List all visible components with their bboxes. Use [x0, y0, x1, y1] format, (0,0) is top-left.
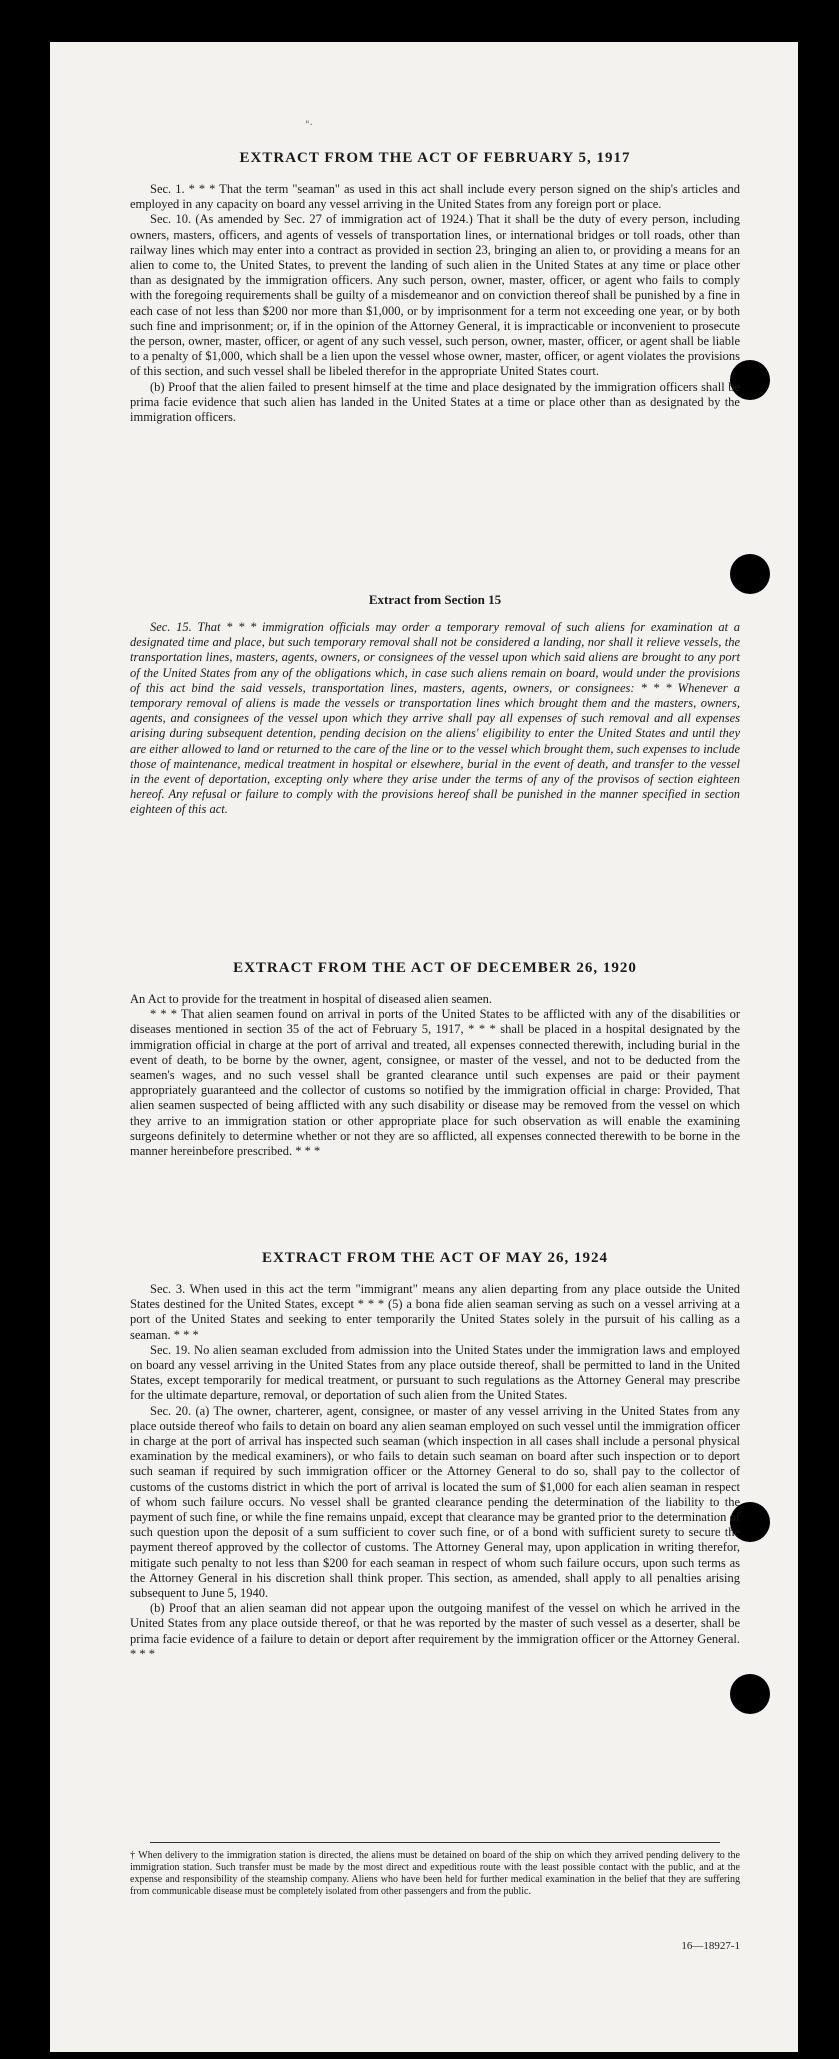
form-code: 16—18927-1	[681, 1940, 740, 1952]
paragraph: Sec. 20. (a) The owner, charterer, agent, consignee, or master of any vessel arriving in the United States from any place outside thereof who fails to detain on board any alien seaman employed on such vessel until the immigration officer in charge at the port of arrival has inspected such seaman (which inspection in all cases shall include a personal physical examination by the medical examiners), or who fails to detain such seaman on board after such inspection or to deport such seaman if required by such immigration officer or the Attorney General to do so, shall pay to the collector of customs of the customs district in which the port of arrival is located the sum of $1,000 for each alien seaman in respect of whom such failure occurs. No vessel shall be granted clearance pending the determination of the liability to the payment of such fine, or while the fine remains unpaid, except that clearance may be granted prior to the determination of such question upon the deposit of a sum sufficient to cover such fine, or of a bond with sufficient surety to secure the payment thereof approved by the collector of customs. The Attorney General may, upon application in writing therefor, mitigate such penalty to not less than $200 for each seaman in respect of whom such failure occurs, upon such terms as the Attorney General in his discretion shall think proper. This section, as amended, shall apply to all penalties arising subsequent to June 5, 1940.	[130, 1403, 740, 1601]
section-1924-text	[130, 1282, 740, 1662]
paragraph: Sec. 10. (As amended by Sec. 27 of immigration act of 1924.) That it shall be the duty of every person, including owners, masters, officers, and agents of vessels of transportation lines, or international bridges or toll roads, other than railway lines which may enter into a contract as provided in section 23, bringing an alien to, or providing a means for an alien to come to, the United States, to prevent the landing of such alien in the United States at any time or place other than as designated by the immigration officers. Any such person, owner, master, officer, or agent who fails to comply with the foregoing requirements shall be guilty of a misdemeanor and on conviction thereof shall be punished by a fine in each case of not less than $200 nor more than $1,000, or by imprisonment for a term not exceeding one year, or by both such fine and imprisonment; or, if in the opinion of the Attorney General, it is impracticable or inconvenient to prosecute the person, owner, master, officer, or agent of any such vessel, such person, owner, master, officer, or agent shall be liable to a penalty of $1,000, which shall be a lien upon the vessel whose owner, master, officer, or agent violates the provisions of this section, and such vessel shall be libeled therefor in the appropriate United States court.	[130, 212, 740, 379]
punch-hole-4	[730, 1674, 770, 1714]
section-1917-text	[130, 182, 740, 425]
paragraph: Sec. 3. When used in this act the term "immigrant" means any alien departing from any place outside the United States destined for the United States, except * * * (5) a bona fide alien seaman serving as such on a vessel arriving at a port of the United States and seeking to enter temporarily the United States solely in the pursuit of his calling as a seaman. * * *	[130, 1282, 740, 1342]
paragraph: Sec. 15. That * * * immigration officials may order a temporary removal of such aliens for examination at a designated time and place, but such temporary removal shall not be considered a landing, nor shall it relieve vessels, the transportation lines, masters, agents, owners, or consignees of the vessel upon which said aliens are brought to any port of the United States from any of the obligations which, in case such aliens remain on board, would under the provisions of this act bind the said vessels, transportation lines, masters, agents, owners, or consignees: * * * Whenever a temporary removal of aliens is made the vessels or transportation lines which brought them and the masters, owners, agents, and consignees of the vessel upon which they arrive shall pay all expenses of such removal and all expenses arising during subsequent detention, pending decision on the aliens' eligibility to enter the United States and until they are either allowed to land or returned to the care of the line or to the vessel which brought them, such expenses to include those of maintenance, medical treatment in hospital or elsewhere, burial in the event of death, and transfer to the vessel in the event of deportation, excepting only where they arise under the terms of any of the provisos of section eighteen hereof. Any refusal or failure to comply with the provisions hereof shall be punished in the manner specified in section eighteen of this act.	[130, 620, 740, 817]
paragraph: Sec. 1. * * * That the term "seaman" as used in this act shall include every person signed on the ship's articles and employed in any capacity on board any vessel arriving in the United States from any foreign port or place.	[130, 182, 740, 212]
paragraph: (b) Proof that the alien failed to present himself at the time and place designated by the immigration officers shall be prima facie evidence that such alien has landed in the United States at a time or place other than as designated by the immigration officers.	[130, 379, 740, 425]
section-1920-text	[130, 992, 740, 1159]
punch-hole-2	[730, 554, 770, 594]
section-title-1920: EXTRACT FROM THE ACT OF DECEMBER 26, 1920	[233, 960, 637, 976]
document-page	[50, 42, 798, 2052]
section-title-1924: EXTRACT FROM THE ACT OF MAY 26, 1924	[261, 1250, 609, 1266]
paragraph: (b) Proof that an alien seaman did not appear upon the outgoing manifest of the vessel on which he arrived in the United States from any place outside thereof, or that he was reported by the master of such vessel as a deserter, shall be prima facie evidence of a failure to detain or deport after requirement by the immigration officer or the Attorney General. * * *	[130, 1601, 740, 1661]
section-15-text	[130, 620, 740, 818]
paragraph: * * * That alien seamen found on arrival in ports of the United States to be afflicted with any of the disabilities or diseases mentioned in section 35 of the act of February 5, 1917, * * * shall be placed in a hospital designated by the immigration official in charge at the port of arrival and treated, all expenses connected therewith, including burial in the event of death, to be borne by the owner, agent, consignee, or master of the vessel, and not to be deducted from the seamen's wages, and no such vessel shall be granted clearance until such expenses are paid or their payment appropriately guaranteed and the collector of customs so notified by the immigration official in charge: Provided, That alien seamen suspected of being afflicted with any such disability or disease may be removed from the vessel on which they arrive to an immigration station or other appropriate place for such observation as will enable the examining surgeons definitely to determine whether or not they are so afflicted, all expenses connected therewith to be borne in the manner hereinbefore prescribed. * * *	[130, 1007, 740, 1159]
paragraph: Sec. 19. No alien seaman excluded from admission into the United States under the immigration laws and employed on board any vessel arriving in the United States from any place outside thereof, shall be permitted to land in the United States, except temporarily for medical treatment, or pursuant to such regulations as the Attorney General may prescribe for the ultimate departure, removal, or deportation of such alien from the United States.	[130, 1342, 740, 1403]
footnote: † When delivery to the immigration station is directed, the aliens must be detained on board of the ship on which they arrived pending delivery to the immigration station. Such transfer must be made by the most direct and expeditious route with the least possible contact with the public, and at the expense and responsibility of the steamship company. Aliens who have been held for further medical examination in the belief that they are suffering from communicable disease must be completely isolated from other passengers and from the public.	[130, 1850, 740, 1897]
page-mark: "·	[305, 120, 313, 131]
section-title-1917: EXTRACT FROM THE ACT OF FEBRUARY 5, 1917	[239, 150, 631, 166]
section-15-title: Extract from Section 15	[368, 592, 502, 607]
paragraph: An Act to provide for the treatment in hospital of diseased alien seamen.	[130, 992, 493, 1006]
footnote-divider	[150, 1842, 720, 1843]
